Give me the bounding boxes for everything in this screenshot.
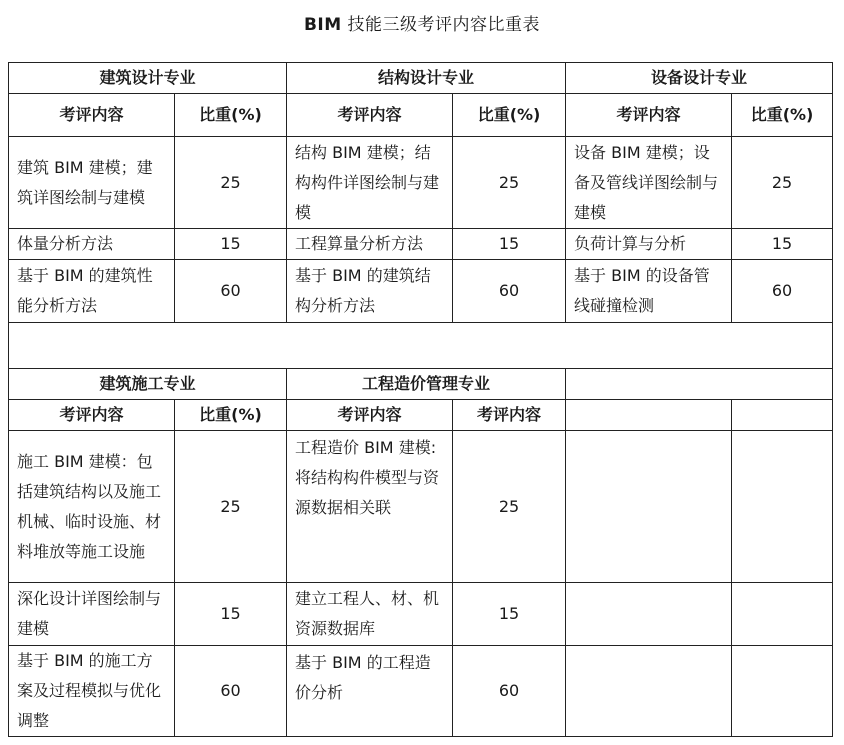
weight-cell: 60 [453, 646, 566, 737]
content-cell: 工程算量分析方法 [287, 229, 453, 260]
column-header: 考评内容 [9, 400, 175, 431]
weight-cell: 25 [175, 137, 287, 229]
weight-cell: 15 [453, 583, 566, 646]
table-row [9, 260, 833, 323]
content-cell: 基于 BIM 的建筑结构分析方法 [287, 260, 453, 323]
column-header: 比重(%) [732, 94, 833, 137]
weight-cell: 25 [732, 137, 833, 229]
weight-cell: 60 [175, 646, 287, 737]
content-cell [566, 646, 732, 737]
content-cell: 体量分析方法 [9, 229, 175, 260]
table-row [9, 583, 833, 646]
content-cell: 结构 BIM 建模；结构构件详图绘制与建模 [287, 137, 453, 229]
weight-cell [732, 431, 833, 583]
column-header: 考评内容 [453, 400, 566, 431]
content-cell [566, 583, 732, 646]
title-prefix: BIM [303, 15, 342, 35]
title-rest: 技能三级考评内容比重表 [341, 15, 541, 35]
section-header: 结构设计专业 [287, 63, 566, 94]
weight-cell: 60 [453, 260, 566, 323]
section-header: 建筑设计专业 [9, 63, 287, 94]
weight-cell: 25 [175, 431, 287, 583]
column-header: 比重(%) [175, 94, 287, 137]
content-cell: 深化设计详图绘制与建模 [9, 583, 175, 646]
weight-cell: 15 [453, 229, 566, 260]
column-header: 考评内容 [287, 400, 453, 431]
column-header: 比重(%) [453, 94, 566, 137]
top-section-row [9, 63, 833, 94]
content-cell: 施工 BIM 建模：包括建筑结构以及施工机械、临时设施、材料堆放等施工设施 [9, 431, 175, 583]
weight-cell: 25 [453, 137, 566, 229]
spacer-cell [9, 323, 833, 369]
weight-cell: 15 [175, 229, 287, 260]
content-cell [566, 431, 732, 583]
column-header: 考评内容 [566, 94, 732, 137]
page-title [0, 10, 844, 35]
content-cell: 工程造价 BIM 建模:将结构构件模型与资源数据相关联 [287, 431, 453, 583]
column-header: 比重(%) [175, 400, 287, 431]
content-cell: 建立工程人、材、机资源数据库 [287, 583, 453, 646]
weight-cell: 60 [732, 260, 833, 323]
content-cell: 基于 BIM 的建筑性能分析方法 [9, 260, 175, 323]
content-cell: 基于 BIM 的施工方案及过程模拟与优化调整 [9, 646, 175, 737]
section-header [566, 369, 833, 400]
column-header: 考评内容 [287, 94, 453, 137]
table-row [9, 229, 833, 260]
weight-cell: 15 [732, 229, 833, 260]
table-row [9, 137, 833, 229]
table-row [9, 646, 833, 737]
bottom-column-header-row [9, 400, 833, 431]
content-cell: 设备 BIM 建模；设备及管线详图绘制与建模 [566, 137, 732, 229]
top-column-header-row [9, 94, 833, 137]
bottom-section-row [9, 369, 833, 400]
content-cell: 建筑 BIM 建模；建筑详图绘制与建模 [9, 137, 175, 229]
weight-cell [732, 646, 833, 737]
column-header [732, 400, 833, 431]
weight-cell [732, 583, 833, 646]
content-cell: 基于 BIM 的工程造价分析 [287, 646, 453, 737]
section-header: 设备设计专业 [566, 63, 833, 94]
weight-table [8, 62, 833, 737]
weight-cell: 25 [453, 431, 566, 583]
weight-cell: 60 [175, 260, 287, 323]
table-row [9, 431, 833, 583]
section-header: 工程造价管理专业 [287, 369, 566, 400]
spacer-row [9, 323, 833, 369]
weight-cell: 15 [175, 583, 287, 646]
column-header: 考评内容 [9, 94, 175, 137]
content-cell: 基于 BIM 的设备管线碰撞检测 [566, 260, 732, 323]
column-header [566, 400, 732, 431]
section-header: 建筑施工专业 [9, 369, 287, 400]
content-cell: 负荷计算与分析 [566, 229, 732, 260]
